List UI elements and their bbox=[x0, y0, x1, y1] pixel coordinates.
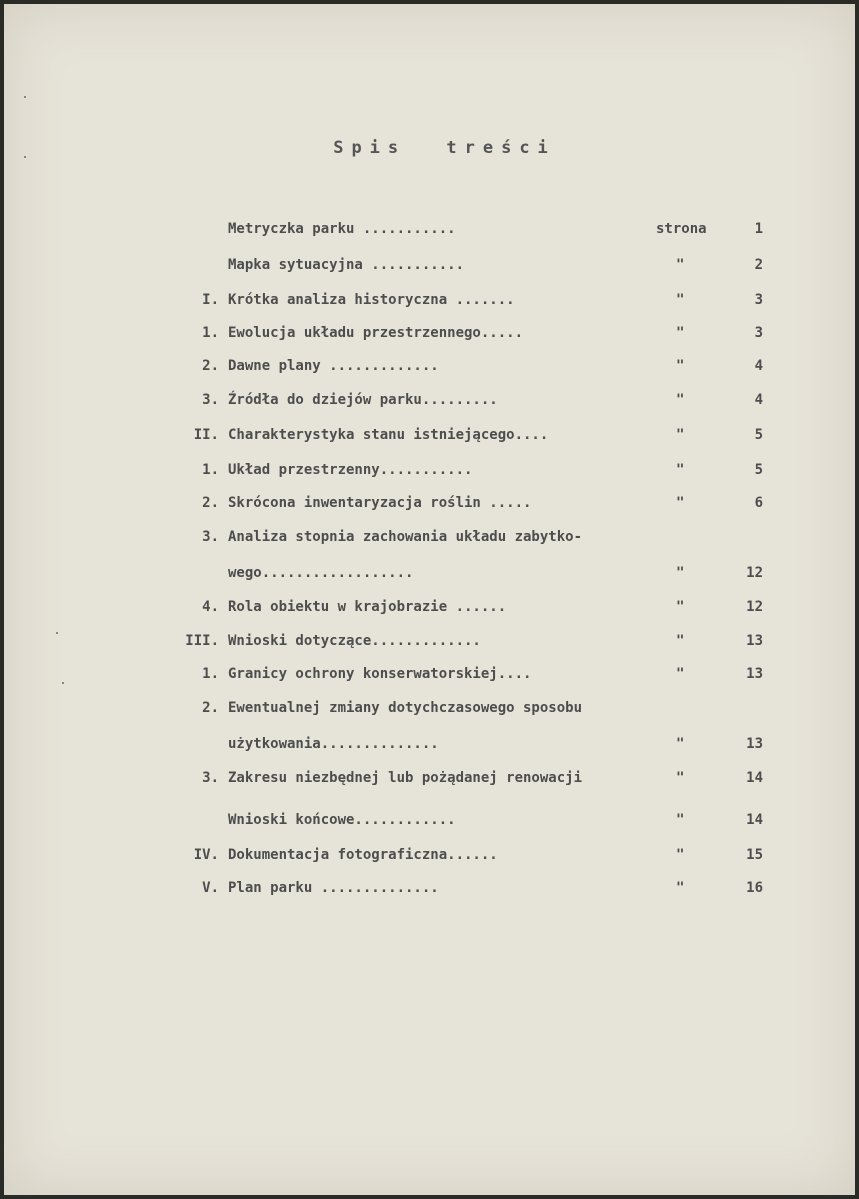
toc-entry bbox=[4, 526, 855, 548]
toc-entry-ditto: " bbox=[676, 666, 685, 682]
toc-entry-ditto: " bbox=[676, 880, 685, 896]
toc-entry bbox=[4, 389, 855, 411]
toc-entry-ditto: " bbox=[676, 427, 685, 443]
toc-entry bbox=[4, 767, 855, 789]
toc-entry-label: Mapka sytuacyjna ........... bbox=[228, 257, 465, 273]
toc-entry-label: Dawne plany ............. bbox=[228, 358, 439, 374]
toc-entry-label: Metryczka parku ........... bbox=[228, 221, 456, 237]
toc-entry bbox=[4, 459, 855, 481]
toc-entry bbox=[4, 596, 855, 618]
toc-entry-page: 13 bbox=[746, 736, 763, 752]
toc-entry-number: 2. bbox=[202, 495, 219, 511]
toc-entry-number: 1. bbox=[202, 666, 219, 682]
toc-entry-label: użytkowania.............. bbox=[228, 736, 439, 752]
toc-entry bbox=[4, 355, 855, 377]
toc-entry-page: 16 bbox=[746, 880, 763, 896]
toc-entry-number: V. bbox=[202, 880, 219, 896]
toc-entry-label: Źródła do dziejów parku......... bbox=[228, 392, 498, 408]
toc-entry-ditto: " bbox=[676, 392, 685, 408]
toc-entry bbox=[4, 877, 855, 899]
toc-entry-page: 5 bbox=[754, 462, 763, 478]
toc-entry-ditto: " bbox=[676, 257, 685, 273]
toc-entry-page: 3 bbox=[754, 292, 763, 308]
toc-entry-page: 14 bbox=[746, 812, 763, 828]
toc-entry-ditto: " bbox=[676, 565, 685, 581]
toc-entry-page: 14 bbox=[746, 770, 763, 786]
toc-entry bbox=[4, 254, 855, 276]
toc-entry-page: 6 bbox=[754, 495, 763, 511]
toc-entry-page: 2 bbox=[754, 257, 763, 273]
toc-entry bbox=[4, 322, 855, 344]
toc-entry bbox=[4, 844, 855, 866]
toc-entry-page: 13 bbox=[746, 666, 763, 682]
toc-entry-label: Wnioski końcowe............ bbox=[228, 812, 456, 828]
toc-entry-ditto: " bbox=[676, 599, 685, 615]
toc-entry-ditto: " bbox=[676, 812, 685, 828]
toc-entry-label: Skrócona inwentaryzacja roślin ..... bbox=[228, 495, 532, 511]
toc-entry-ditto: " bbox=[676, 292, 685, 308]
toc-entry-label: Wnioski dotyczące............. bbox=[228, 633, 481, 649]
toc-entry-page: 13 bbox=[746, 633, 763, 649]
toc-entry bbox=[4, 733, 855, 755]
toc-entry-number: 1. bbox=[202, 325, 219, 341]
toc-entry-number: 3. bbox=[202, 392, 219, 408]
toc-entry-label: Ewolucja układu przestrzennego..... bbox=[228, 325, 524, 341]
toc-entry-page: 3 bbox=[754, 325, 763, 341]
toc-entry-label: Rola obiektu w krajobrazie ...... bbox=[228, 599, 507, 615]
toc-entry-ditto: " bbox=[676, 736, 685, 752]
toc-entry bbox=[4, 562, 855, 584]
toc-entry-label: Krótka analiza historyczna ....... bbox=[228, 292, 515, 308]
toc-entry-page: 4 bbox=[754, 358, 763, 374]
toc-entry-label: Układ przestrzenny........... bbox=[228, 462, 473, 478]
toc-entry-label: Analiza stopnia zachowania układu zabytko- bbox=[228, 529, 583, 545]
toc-entry-number: 2. bbox=[202, 358, 219, 374]
margin-mark bbox=[56, 632, 58, 634]
toc-entry-label: wego.................. bbox=[228, 565, 414, 581]
toc-entry bbox=[4, 218, 855, 240]
margin-mark bbox=[62, 682, 64, 684]
toc-entry-page: 12 bbox=[746, 565, 763, 581]
toc-entry-ditto: " bbox=[676, 462, 685, 478]
toc-entry-label: Granicy ochrony konserwatorskiej.... bbox=[228, 666, 532, 682]
toc-entry-page: 1 bbox=[754, 221, 763, 237]
toc-entry-number: II. bbox=[193, 427, 219, 443]
toc-entry-number: IV. bbox=[193, 847, 219, 863]
toc-entry bbox=[4, 809, 855, 831]
toc-entry-number: 2. bbox=[202, 700, 219, 716]
toc-entry-number: III. bbox=[185, 633, 219, 649]
toc-entry-page: 4 bbox=[754, 392, 763, 408]
toc-entry bbox=[4, 424, 855, 446]
toc-entry-ditto: " bbox=[676, 325, 685, 341]
toc-entry-number: 3. bbox=[202, 529, 219, 545]
toc-entry-ditto: " bbox=[676, 495, 685, 511]
toc-entry-label: Ewentualnej zmiany dotychczasowego sposobu bbox=[228, 700, 583, 716]
toc-entry-page: 15 bbox=[746, 847, 763, 863]
toc-entry bbox=[4, 663, 855, 685]
toc-entry-number: I. bbox=[202, 292, 219, 308]
toc-entry-number: 1. bbox=[202, 462, 219, 478]
toc-entry-ditto: " bbox=[676, 847, 685, 863]
toc-entry bbox=[4, 289, 855, 311]
toc-entry-ditto: " bbox=[676, 358, 685, 374]
toc-entry bbox=[4, 492, 855, 514]
toc-entry-label: Zakresu niezbędnej lub pożądanej renowacji bbox=[228, 770, 583, 786]
toc-entry bbox=[4, 630, 855, 652]
toc-entry-ditto: " bbox=[676, 633, 685, 649]
margin-mark bbox=[24, 156, 26, 158]
toc-entry-ditto: " bbox=[676, 770, 685, 786]
toc-entry-label: Dokumentacja fotograficzna...... bbox=[228, 847, 498, 863]
toc-entry-label: Plan parku .............. bbox=[228, 880, 439, 896]
toc-entry-number: 4. bbox=[202, 599, 219, 615]
toc-entry-page: 12 bbox=[746, 599, 763, 615]
toc-entry-label: Charakterystyka stanu istniejącego.... bbox=[228, 427, 549, 443]
toc-entry-page: 5 bbox=[754, 427, 763, 443]
toc-entry-number: 3. bbox=[202, 770, 219, 786]
margin-mark bbox=[24, 96, 26, 98]
toc-entry bbox=[4, 697, 855, 719]
toc-entry-ditto: strona bbox=[656, 221, 707, 237]
page-title: Spis treści bbox=[333, 138, 556, 158]
document-page bbox=[4, 4, 855, 1195]
